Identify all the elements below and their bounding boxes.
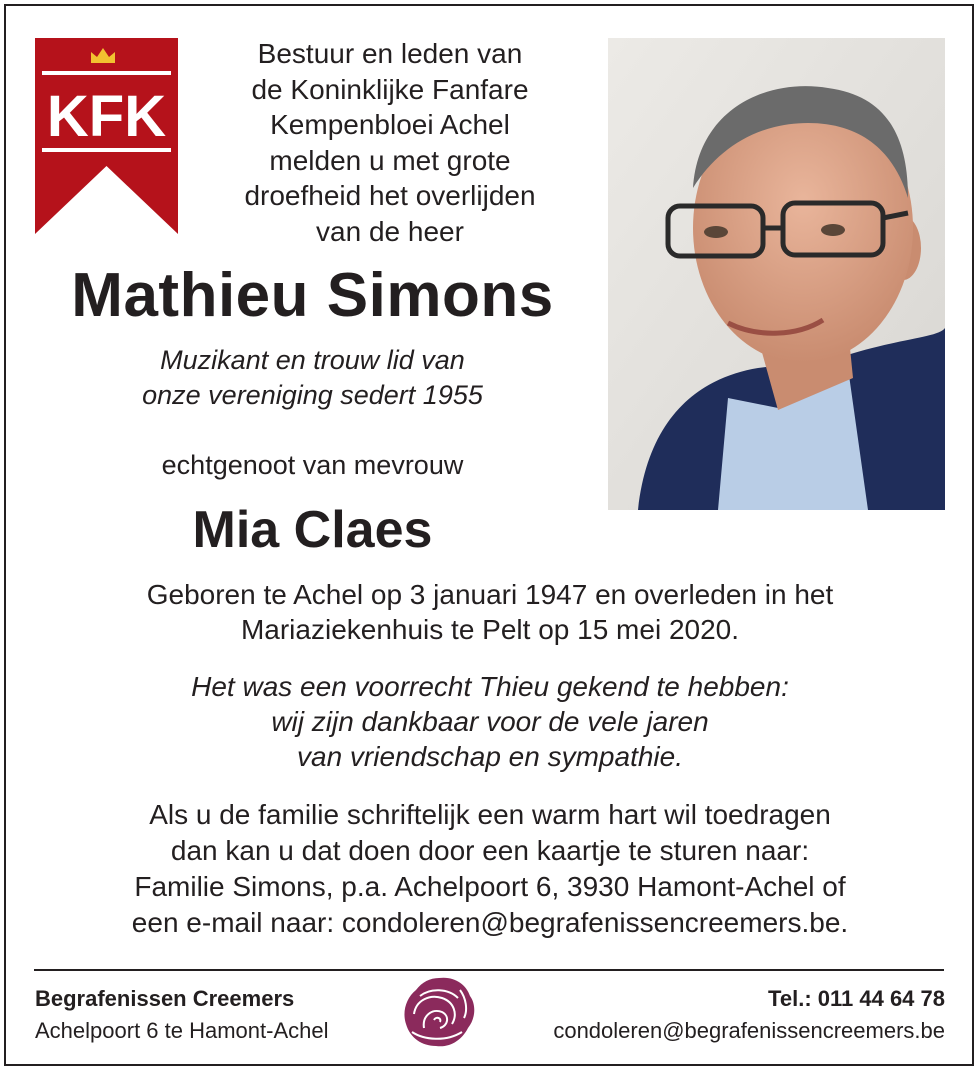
funeral-home-name: Begrafenissen Creemers: [35, 986, 295, 1011]
footer-divider: [34, 969, 944, 971]
spouse-intro: echtgenoot van mevrouw: [161, 450, 464, 480]
portrait-photo: [608, 38, 945, 510]
intro-text: Bestuur en leden van de Koninklijke Fanfare Kempenbloei Achel melden u met grote droefheid het overlijden van de heer: [244, 38, 536, 247]
logo-text: KFK: [46, 84, 167, 149]
funeral-home-info: [35, 983, 329, 1047]
condolence-text: Als u de familie schriftelijk een warm hart wil toedragen dan kan u dat doen door een kaartje te sturen naar: Familie Simons, p.a. Achelpoort 6, 3930 Hamont-Achel of een e-mail naar: condoleren@begrafenissencreemers.be.: [131, 799, 849, 938]
rose-icon: [400, 974, 478, 1052]
funeral-home-email: condoleren@begrafenissencreemers.be: [553, 1018, 945, 1043]
birth-text: Geboren te Achel op 3 januari 1947 en overleden in het Mariaziekenhuis te Pelt op 15 mei 2020.: [146, 579, 834, 645]
deceased-name: Mathieu Simons: [71, 261, 554, 330]
tribute-text: Het was een voorrecht Thieu gekend te hebben: wij zijn dankbaar voor de vele jaren van vriendschap en sympathie.: [191, 671, 789, 772]
funeral-home-phone: Tel.: 011 44 64 78: [768, 986, 945, 1011]
role-text: Muzikant en trouw lid van onze vereniging sedert 1955: [142, 345, 483, 410]
funeral-home-address: Achelpoort 6 te Hamont-Achel: [35, 1018, 329, 1043]
kfk-logo: [35, 38, 178, 234]
funeral-home-contact: [553, 983, 945, 1047]
spouse-name: Mia Claes: [192, 501, 433, 559]
